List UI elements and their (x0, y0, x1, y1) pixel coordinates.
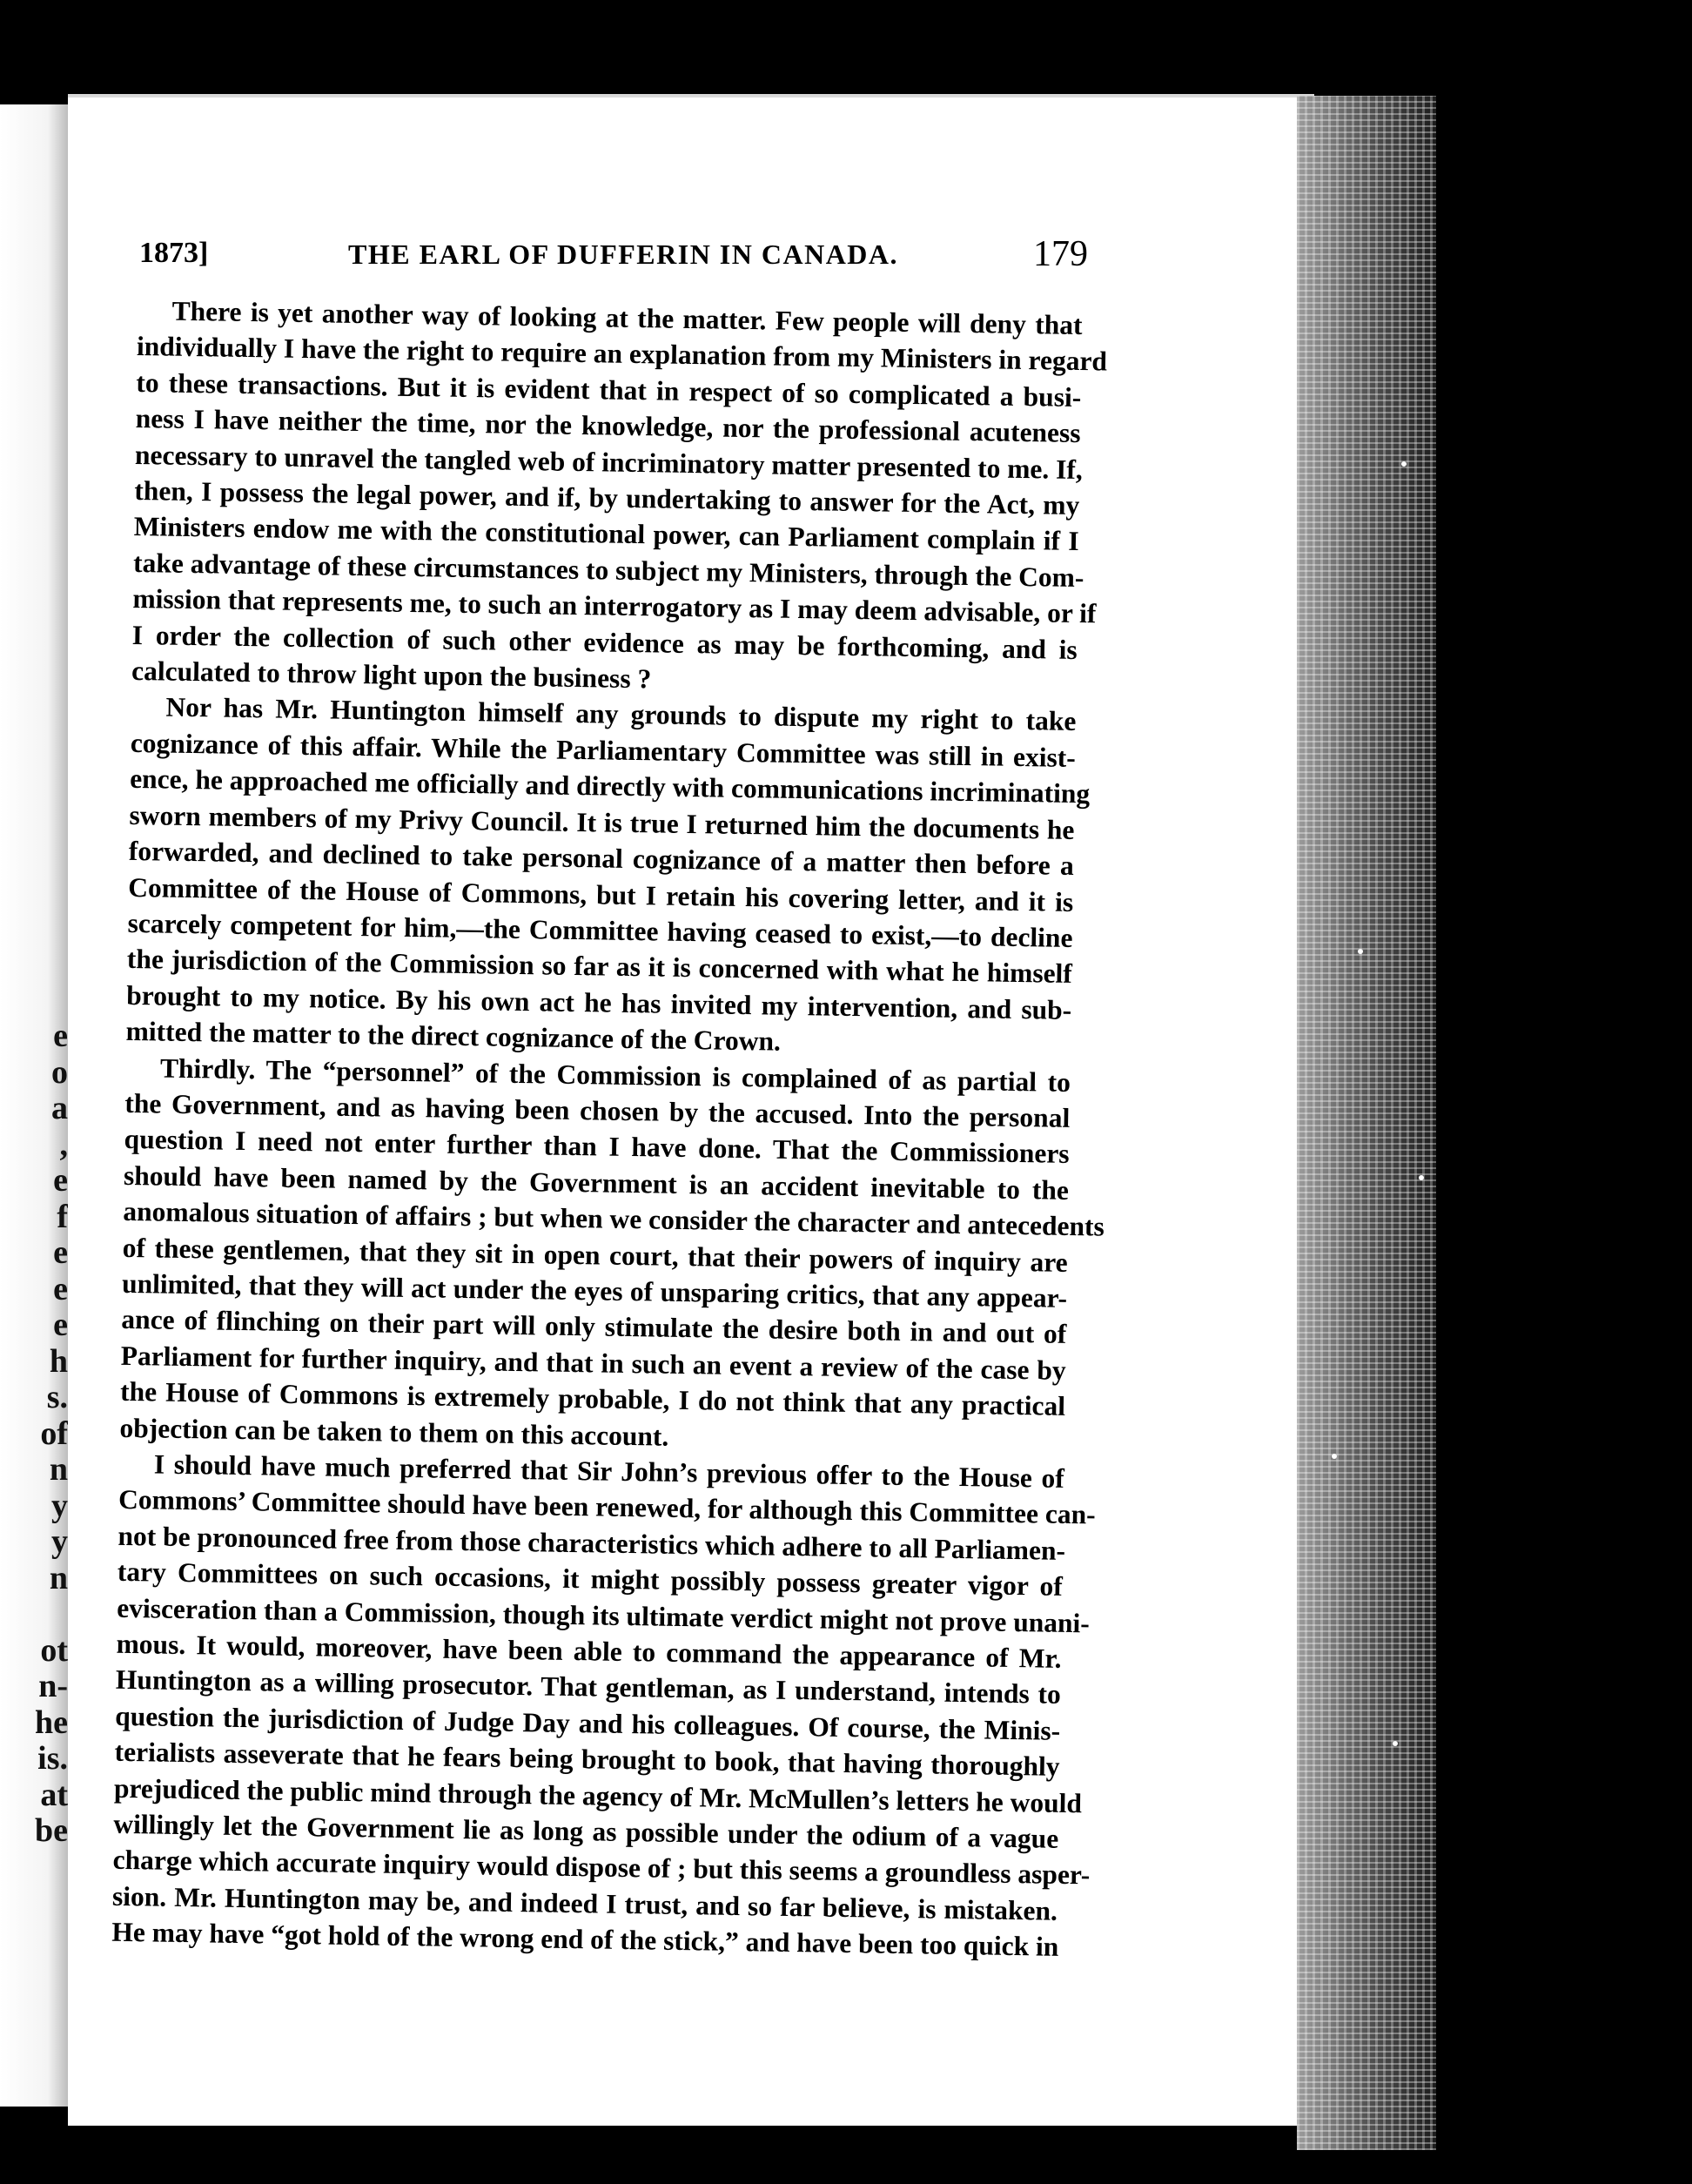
text-line: prejudiced the public mind through the agency of Mr. McMullen’s letters he would (113, 1772, 1083, 1818)
left-page-fragment (16, 1596, 68, 1633)
left-page-fragment: e (53, 1307, 68, 1343)
text-line: to these transactions. But it is evident that in respect of so complicated a busi- (136, 366, 1082, 413)
left-page-fragment: ot (40, 1631, 68, 1669)
text-line: question the jurisdiction of Judge Day and his colleagues. Of course, the Minis- (115, 1700, 1061, 1746)
text-line: evisceration than a Commission, though its ultimate verdict might not prove unani- (116, 1592, 1091, 1638)
paragraph (125, 689, 1091, 1064)
text-line: unlimited, that they will act under the eyes of unsparing critics, that any appear- (121, 1267, 1068, 1314)
text-line: charge which accurate inquiry would dispose of ; but this seems a groundless asper- (112, 1845, 1091, 1891)
text-line: calculated to throw light upon the business ? (131, 655, 652, 695)
left-page-fragment: o (51, 1053, 68, 1091)
text-line: tary Committees on such occasions, it might possibly possess greater vigor of (117, 1556, 1064, 1603)
text-line: take advantage of these circumstances to subject my Ministers, through the Com- (132, 547, 1084, 593)
page-number: 179 (1033, 234, 1088, 274)
left-page-fragment: e (53, 1018, 68, 1054)
left-page-fragment: e (53, 1234, 68, 1271)
text-line: sion. Mr. Huntington may be, and indeed I trust, and so far believe, is mistaken. (111, 1880, 1058, 1926)
text-line: question I need not enter further than I have done. That the Commissioners (124, 1124, 1070, 1170)
text-line: scarcely competent for him,—the Committee having ceased to exist,—to decline (127, 907, 1073, 953)
text-line: objection can be taken to them on this account. (119, 1412, 669, 1452)
text-line: then, I possess the legal power, and if, by undertaking to answer for the Act, my (134, 475, 1080, 521)
text-line: mous. It would, moreover, have been able to command the appearance of Mr. (116, 1628, 1062, 1674)
left-page-fragment: f (57, 1198, 68, 1235)
text-line: Thirdly. The “personnel” of the Commission is complained of as partial to (159, 1052, 1071, 1098)
text-line: the House of Commons is extremely probable, I do not think that any practical (119, 1376, 1066, 1422)
text-line: I order the collection of such other evidence as may be forthcoming, and is (131, 619, 1078, 665)
text-line: ance of flinching on their part will only stimulate the desire both in and out of (121, 1304, 1067, 1350)
text-line: I should have much preferred that Sir John’s previous offer to the House of (153, 1448, 1065, 1494)
text-line: He may have “got hold of the wrong end of the stick,” and have been too quick in (111, 1917, 1059, 1963)
text-line: mitted the matter to the direct cognizance of the Crown. (125, 1016, 782, 1057)
text-line: There is yet another way of looking at the matter. Few people will deny that (171, 295, 1083, 341)
text-line: Huntington as a willing prosecutor. That gentleman, as I understand, intends to (115, 1664, 1062, 1710)
running-title: THE EARL OF DUFFERIN IN CANADA. (348, 239, 899, 270)
left-page-fragment: n (49, 1559, 68, 1596)
text-line: anomalous situation of affairs ; but when we consider the character and antecedents (123, 1196, 1105, 1242)
text-line: individually I have the right to require an explanation from my Ministers in regard (136, 331, 1108, 377)
text-line: of these gentlemen, that they sit in open court, that their powers of inquiry are (122, 1232, 1068, 1278)
text-line: ness I have neither the time, nor the knowledge, nor the professional acuteness (135, 403, 1081, 449)
left-page-fragment: e (53, 1162, 68, 1199)
left-page-fragment: n- (38, 1668, 68, 1704)
paragraph (119, 1049, 1105, 1460)
text-line: the Government, and as having been chosen by the accused. Into the personal (124, 1087, 1071, 1133)
running-year: 1873] (139, 237, 209, 269)
left-page-fragments (16, 1018, 68, 1850)
text-line: Ministers endow me with the constitutional power, can Parliament complain if I (133, 511, 1079, 557)
text-line: the jurisdiction of the Commission so far as it is concerned with what he himself (126, 944, 1073, 990)
text-line: mission that represents me, to such an interrogatory as I may deem advisable, or if (132, 583, 1097, 629)
text-line: terialists asseverate that he fears being brought to book, that having thoroughly (114, 1737, 1060, 1783)
left-page-fragment: he (35, 1704, 68, 1741)
left-page-fragment: a (51, 1090, 68, 1126)
text-line: ence, he approached me officially and directly with communications incriminating (129, 763, 1091, 810)
left-page-fragment: is. (37, 1740, 68, 1777)
text-line: sworn members of my Privy Council. It is true I returned him the documents he (129, 799, 1075, 845)
text-line: Committee of the House of Commons, but I retain his covering letter, and it is (127, 871, 1074, 917)
left-page-fragment: s. (46, 1379, 68, 1415)
body-text (111, 292, 1108, 1966)
text-line: brought to my notice. By his own act he has invited my intervention, and sub- (126, 979, 1072, 1025)
left-page-fragment: y (51, 1487, 68, 1524)
scan-edge-margin (1297, 96, 1436, 2150)
running-header (139, 233, 1088, 277)
text-line: not be pronounced free from those characteristics which adhere to all Parliamen- (118, 1520, 1066, 1566)
left-page-fragment: of (40, 1415, 68, 1452)
text-line: Commons’ Committee should have been renewed, for although this Committee can- (118, 1484, 1096, 1530)
text-line: necessary to unravel the tangled web of incriminatory matter presented to me. If, (134, 439, 1084, 485)
left-page-fragment: e (53, 1270, 68, 1307)
left-page-fragment: , (59, 1126, 68, 1163)
left-page-fragment: n (49, 1451, 68, 1488)
text-line: Parliament for further inquiry, and that in such an event a review of the case by (120, 1340, 1066, 1386)
left-page-fragment: be (35, 1812, 68, 1849)
paragraph (111, 1446, 1096, 1966)
left-page-fragment: y (51, 1523, 68, 1560)
text-line: Nor has Mr. Huntington himself any grounds to dispute my right to take (165, 692, 1077, 737)
text-line: should have been named by the Government is an accident inevitable to the (123, 1159, 1070, 1206)
text-line: willingly let the Government lie as long as possible under the odium of a vague (113, 1808, 1059, 1854)
text-line: cognizance of this affair. While the Parliamentary Committee was still in exist- (130, 727, 1077, 773)
text-line: forwarded, and declined to take personal cognizance of a matter then before a (128, 836, 1075, 882)
left-page-fragment: h (49, 1342, 68, 1380)
paragraph (131, 292, 1108, 703)
left-page-fragment: at (40, 1776, 68, 1813)
